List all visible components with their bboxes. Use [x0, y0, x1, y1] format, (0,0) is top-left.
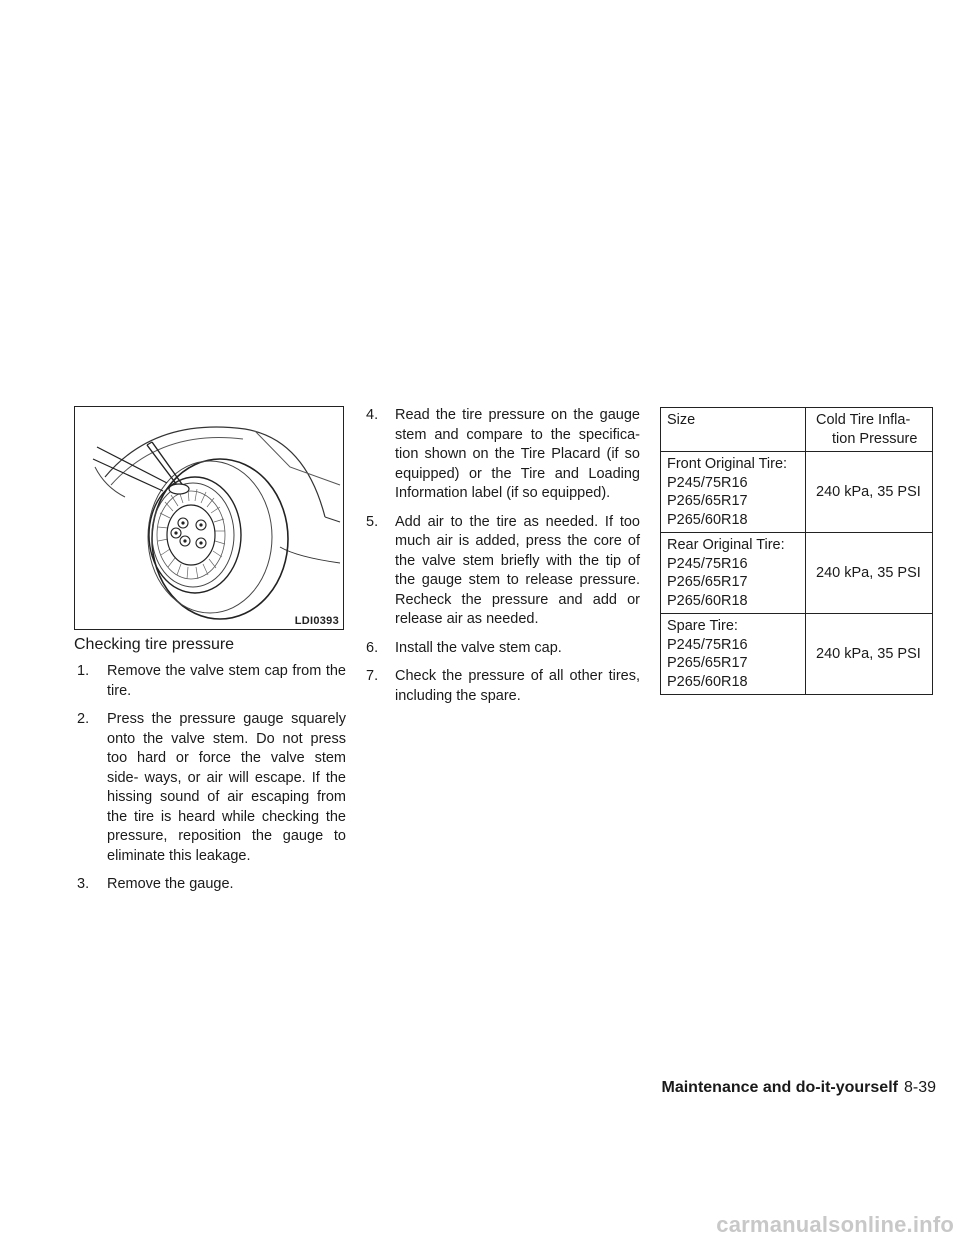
step-number: 3. — [77, 876, 90, 892]
section-title: Checking tire pressure — [74, 636, 235, 653]
pressure-value: 240 kPa, 35 PSI — [806, 533, 933, 614]
header-pressure-line2: tion Pressure — [832, 430, 918, 447]
tire-size: P245/75R16 — [667, 555, 748, 572]
step-number: 7. — [366, 668, 379, 684]
step-number: 2. — [77, 711, 90, 727]
pressure-value: 240 kPa, 35 PSI — [806, 452, 933, 533]
table-row — [661, 614, 933, 695]
table-row — [661, 452, 933, 533]
step-number: 1. — [77, 663, 90, 679]
step-text: Remove the valve stem cap from the tire. — [107, 663, 346, 699]
page-footer — [662, 1079, 937, 1097]
step-item — [74, 662, 346, 701]
tire-illustration — [74, 406, 344, 630]
watermark-text: carmanualsonline.info — [716, 1212, 954, 1237]
tire-label: Spare Tire: — [667, 618, 738, 634]
header-size: Size — [661, 408, 806, 452]
tire-size: P265/65R17 — [667, 655, 748, 671]
page-number: 8-39 — [903, 1079, 936, 1096]
table-row — [661, 533, 933, 614]
footer-section-name: Maintenance and do-it-yourself — [661, 1079, 898, 1096]
tire-size-cell — [661, 452, 806, 533]
step-item — [74, 710, 346, 866]
step-number: 4. — [366, 407, 379, 423]
step-item — [366, 639, 640, 659]
step-number: 5. — [366, 513, 379, 530]
tire-size: P265/60R18 — [667, 592, 748, 609]
tire-label: Rear Original Tire: — [667, 537, 785, 553]
step-item — [366, 406, 640, 504]
step-text: Check the pressure of all other tires, including the spare. — [395, 668, 640, 704]
steps-column-left — [74, 662, 346, 904]
tire-gauge-drawing — [75, 407, 342, 628]
step-text: Add air to the tire as needed. If too much air is added, press the core of the valve stem briefly with the tip of the gauge stem to release pressure. Recheck the pressure and add or release air as needed. — [395, 513, 640, 627]
figure-code: LDI0393 — [294, 615, 339, 627]
tire-size: P265/60R18 — [667, 673, 748, 690]
tire-size-cell — [661, 614, 806, 695]
steps-column-middle — [366, 406, 640, 715]
header-pressure — [806, 408, 933, 452]
tire-pressure-table — [660, 407, 933, 695]
step-text: Install the valve stem cap. — [395, 639, 562, 656]
tire-size: P265/65R17 — [667, 574, 748, 590]
step-number: 6. — [366, 639, 379, 656]
step-text: Read the tire pressure on the gauge stem and compare to the specifica- tion shown on the Tire Placard (if so equipped) or the Tire and Loading Information label (if so equipped). — [395, 407, 640, 501]
pressure-value: 240 kPa, 35 PSI — [806, 614, 933, 695]
tire-size: P245/75R16 — [667, 474, 748, 491]
step-item — [366, 513, 640, 630]
tire-size: P265/65R17 — [667, 493, 748, 509]
step-item — [366, 667, 640, 706]
header-pressure-line1: Cold Tire Infla- — [816, 412, 911, 428]
step-text: Remove the gauge. — [107, 876, 234, 892]
step-item — [74, 875, 346, 895]
tire-label: Front Original Tire: — [667, 456, 788, 472]
tire-size: P245/75R16 — [667, 636, 748, 653]
table-header-row — [661, 408, 933, 452]
step-text: Press the pressure gauge squarely onto the valve stem. Do not press too hard or force the valve stem side- ways, or air will escape. If the hissing sound of air escaping from the tire is heard while checking the pressure, reposition the gauge to eliminate this leakage. — [107, 711, 346, 864]
tire-size: P265/60R18 — [667, 511, 748, 528]
tire-size-cell — [661, 533, 806, 614]
